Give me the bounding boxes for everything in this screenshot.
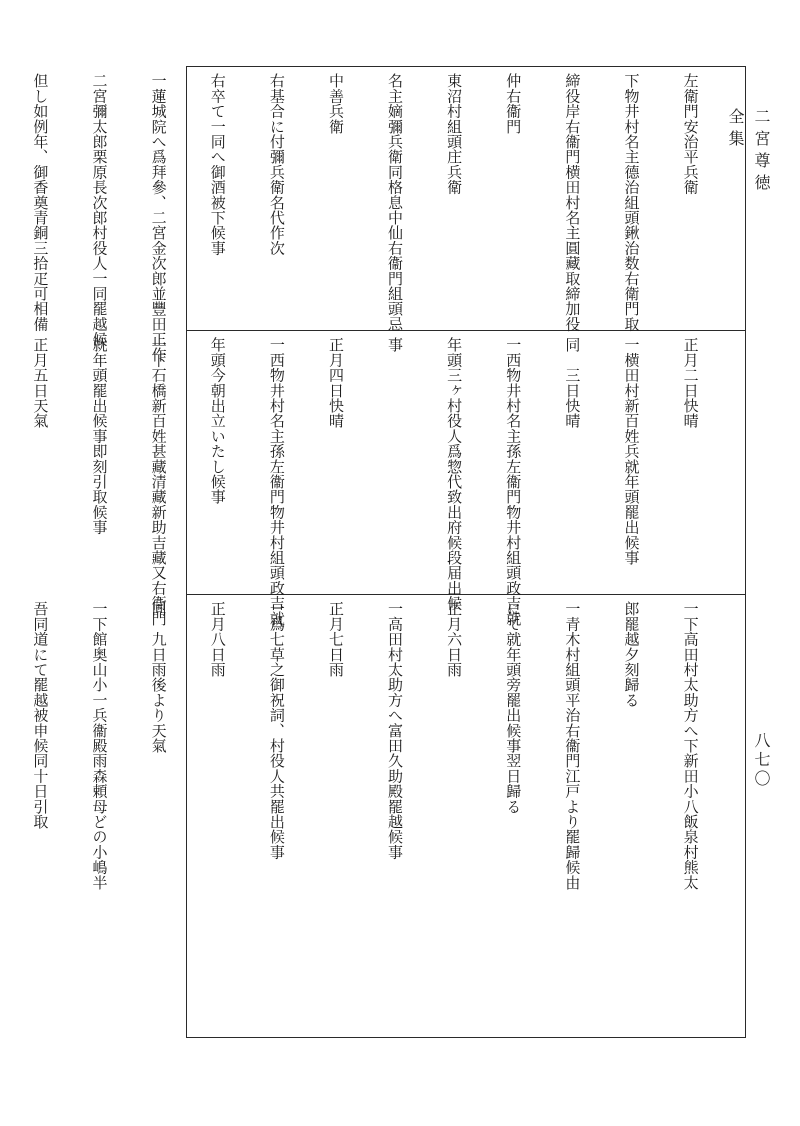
text-line: 正月八日雨 — [208, 601, 227, 677]
text-line: 名主嫡彌兵衛同格息中仙右衞門組頭忌 — [386, 73, 405, 332]
text-line: 正月六日雨 — [445, 601, 464, 677]
text-line: 一下高田村太助方へ下新田小八飯泉村熊太 — [681, 601, 700, 890]
text-line: 正月五日天氣 — [31, 337, 50, 429]
text-line: 一青木村組頭平治右衞門江戸より罷歸候由 — [563, 601, 582, 890]
text-line: 年頭三ヶ村役人爲惣代致出府候段届出候 — [445, 337, 464, 611]
upper-tier-text — [0, 73, 739, 362]
text-line: 右卒て一同へ御酒被下候事 — [208, 73, 227, 256]
text-line: 一爲七草之御祝詞、村役人共罷出候事 — [267, 601, 286, 860]
text-line: 二宮彌太郎栗原長次郎村役人一同罷越候 — [90, 73, 109, 347]
page-number: 八七〇 — [752, 732, 771, 789]
text-line: 正月二日快晴 — [681, 337, 700, 429]
text-line: 但し如例年、御香奠青銅三拾疋可相備 — [31, 73, 50, 332]
text-frame — [31, 66, 746, 1038]
text-line: 東沼村組頭庄兵衛 — [445, 73, 464, 195]
text-line: 年頭今朝出立いたし候事 — [208, 337, 227, 505]
text-line: 就年頭罷出候事即刻引取候事 — [90, 337, 109, 535]
text-line: 一蓮城院へ爲拜參、二宮金次郎並豐田正作 — [149, 73, 168, 362]
lower-tier — [31, 595, 745, 1036]
text-line: 左衛門安治平兵衛 — [681, 73, 700, 195]
text-line: 同 三日快晴 — [563, 337, 582, 429]
upper-tier — [31, 67, 745, 362]
text-line: 一高田村太助方へ富田久助殿罷越候事 — [386, 601, 405, 860]
text-line: 事 — [386, 337, 405, 353]
text-line: 郎罷越夕刻歸る — [622, 601, 641, 708]
text-line: 同 九日雨後より天氣 — [149, 601, 168, 753]
running-head: 二宮尊徳全集 — [726, 108, 771, 196]
text-line: 仲右衞門 — [504, 73, 523, 134]
text-line: 吾同道にて罷越被申候同十日引取 — [31, 601, 50, 829]
middle-tier — [31, 331, 745, 626]
text-line: 中善兵衛 — [326, 73, 345, 134]
text-line: 一西物井村名主孫左衞門物井村組頭政吉就 — [267, 337, 286, 626]
text-line: 正月四日快晴 — [326, 337, 345, 429]
text-line: 下物井村名主德治組頭鍬治数右衛門取 — [622, 73, 641, 332]
text-line: 一下石橋新百姓甚藏清藏新助吉藏又右衞門 — [149, 337, 168, 626]
text-line: 一横田村新百姓兵就年頭罷出候事 — [622, 337, 641, 565]
text-line: 一下館奥山小一兵衞殿雨森頼母どの小嶋半 — [90, 601, 109, 890]
text-line: 正月七日雨 — [326, 601, 345, 677]
lower-tier-text — [0, 601, 739, 1021]
middle-tier-text — [0, 337, 739, 626]
text-line: 締役岸右衞門横田村名主圓藏取締加役 — [563, 73, 582, 332]
text-line: 右基合に付彌兵衛名代作次 — [267, 73, 286, 256]
text-line: にて就年頭旁罷出候事翌日歸る — [504, 601, 523, 814]
text-line: 一西物井村名主孫左衞門物井村組頭政吉就 — [504, 337, 523, 626]
